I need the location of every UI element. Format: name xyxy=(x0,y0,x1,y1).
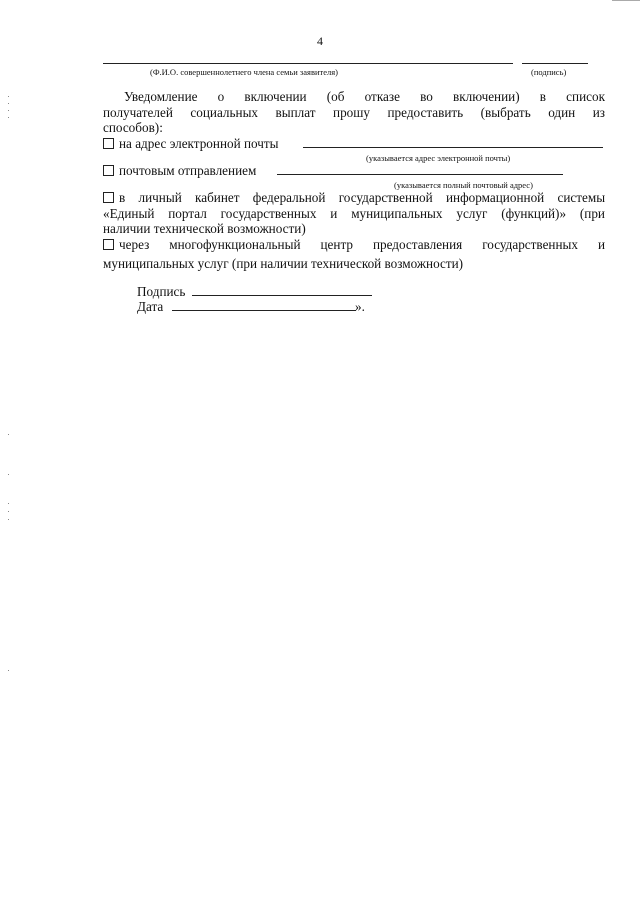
word: личный xyxy=(138,190,182,205)
option-portal-line-3: наличии технической возможности) xyxy=(103,221,306,236)
word: в xyxy=(539,89,547,104)
word: и xyxy=(330,206,338,221)
word: выплат xyxy=(275,105,316,120)
email-checkbox[interactable] xyxy=(103,138,114,149)
word: муниципальных xyxy=(351,206,443,221)
word: (при xyxy=(579,206,605,221)
fio-caption: (Ф.И.О. совершеннолетнего члена семьи заявителя) xyxy=(150,67,338,77)
word: один xyxy=(548,105,576,120)
word: список xyxy=(566,89,605,104)
notice-line-1 xyxy=(124,89,605,105)
word: прошу xyxy=(333,105,371,120)
word: Уведомление xyxy=(124,89,198,104)
word: включении xyxy=(244,89,307,104)
scan-corner-mark xyxy=(612,0,640,1)
word: (об xyxy=(326,89,345,104)
post-field-line[interactable] xyxy=(277,174,563,175)
word: системы xyxy=(557,190,606,205)
date-label: Дата xyxy=(137,299,164,314)
word: государственных xyxy=(220,206,317,221)
option-portal-line-1[interactable] xyxy=(103,190,605,206)
word: отказе xyxy=(364,89,400,104)
option-mfc-line-1[interactable] xyxy=(103,237,605,253)
mfc-checkbox[interactable] xyxy=(103,239,114,250)
word: многофункциональный xyxy=(169,237,301,252)
word: государственной xyxy=(338,190,433,205)
page-number: 4 xyxy=(317,34,323,48)
word: о xyxy=(217,89,225,104)
option-portal-line-2 xyxy=(103,206,605,222)
date-field-line[interactable] xyxy=(172,310,356,311)
word: (выбрать xyxy=(480,105,531,120)
signature-label: Подпись xyxy=(137,284,186,299)
date-suffix: ». xyxy=(355,299,365,314)
portal-checkbox[interactable] xyxy=(103,192,114,203)
post-label: почтовым отправлением xyxy=(119,163,257,178)
notice-line-3: способов): xyxy=(103,120,163,135)
email-label: на адрес электронной почты xyxy=(119,136,279,151)
word: «Единый xyxy=(103,206,155,221)
word: в xyxy=(119,190,126,205)
word: во xyxy=(420,89,433,104)
word: услуг xyxy=(456,206,488,221)
email-field-line[interactable] xyxy=(303,147,603,148)
notice-line-2 xyxy=(103,105,605,121)
word: получателей xyxy=(103,105,173,120)
word: портал xyxy=(168,206,207,221)
word: предоставить xyxy=(387,105,464,120)
word: государственных xyxy=(482,237,578,252)
scan-margin-specks xyxy=(8,0,10,905)
word: федеральной xyxy=(252,190,326,205)
fio-line xyxy=(103,63,513,64)
word: включении) xyxy=(453,89,520,104)
word: из xyxy=(592,105,606,120)
word: через xyxy=(119,237,150,252)
footer-signature-line[interactable] xyxy=(192,295,372,296)
option-post[interactable] xyxy=(103,163,256,179)
option-mfc-line-2: муниципальных услуг (при наличии технической возможности) xyxy=(103,256,464,271)
word: (функций)» xyxy=(501,206,567,221)
word: информационной xyxy=(445,190,545,205)
word: предоставления xyxy=(372,237,463,252)
email-caption: (указывается адрес электронной почты) xyxy=(366,153,511,163)
word: центр xyxy=(320,237,353,252)
word: и xyxy=(597,237,606,252)
post-checkbox[interactable] xyxy=(103,165,114,176)
post-caption: (указывается полный почтовый адрес) xyxy=(394,180,533,190)
signature-line xyxy=(522,63,588,64)
word: кабинет xyxy=(195,190,240,205)
word: социальных xyxy=(190,105,259,120)
signature-caption: (подпись) xyxy=(531,67,567,77)
option-email[interactable] xyxy=(103,136,279,152)
